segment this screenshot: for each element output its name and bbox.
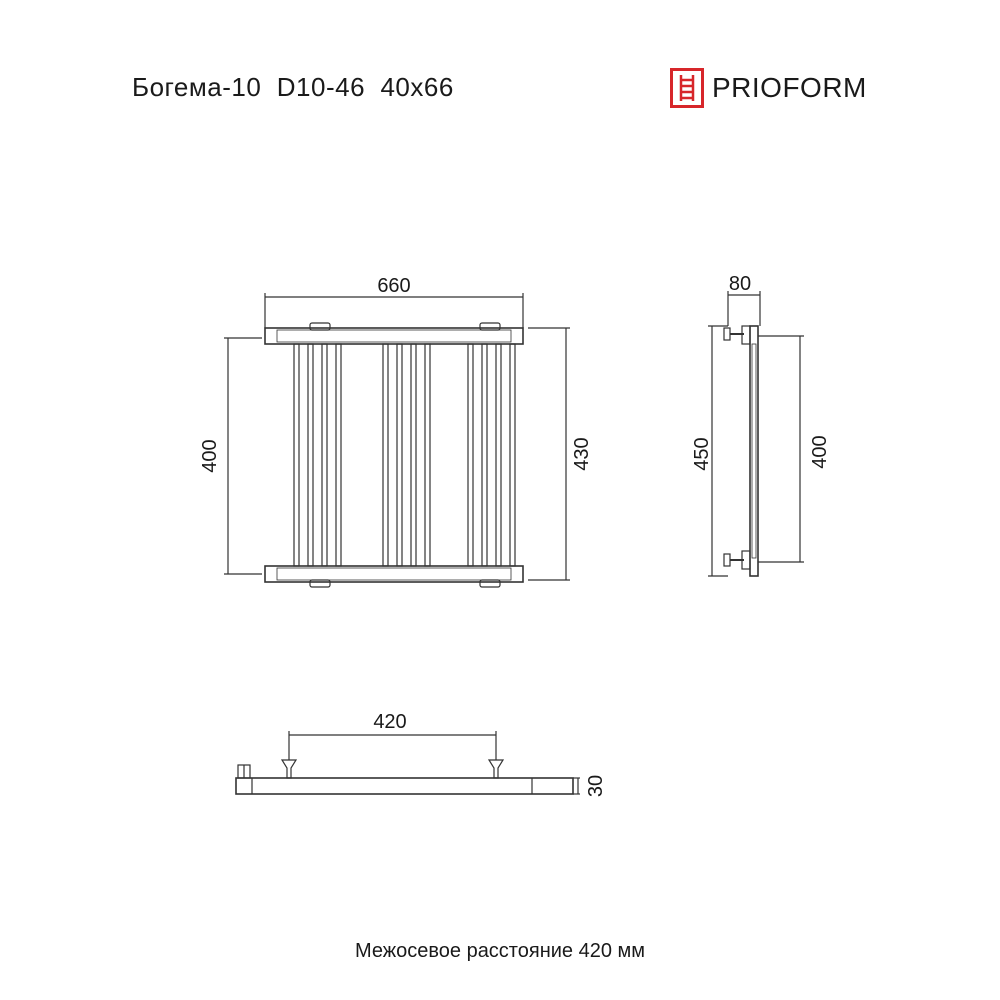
footer-prefix: Межосевое расстояние [354, 940, 579, 962]
brand-name: PRIOFORM [712, 72, 867, 103]
front-width-label: 660 [377, 275, 411, 297]
side-view [708, 291, 804, 576]
radiator-top-profile [236, 778, 573, 794]
top-axis-distance-label: 420 [373, 711, 407, 733]
front-view [224, 293, 570, 587]
footer-unit: мм [611, 940, 646, 962]
front-left-height-label: 400 [199, 439, 221, 473]
page-title: Богема-10 D10-46 40х66 [132, 72, 454, 102]
front-right-height-label: 430 [571, 437, 593, 471]
side-total-height-label: 450 [691, 437, 713, 471]
top-view [236, 731, 580, 794]
footer-note [0, 938, 1000, 964]
side-axis-height-label: 400 [809, 435, 831, 469]
top-thickness-label: 30 [585, 774, 607, 798]
side-depth-label: 80 [728, 273, 752, 295]
radiator-side-profile [750, 326, 758, 576]
footer-value: 420 [578, 940, 612, 962]
